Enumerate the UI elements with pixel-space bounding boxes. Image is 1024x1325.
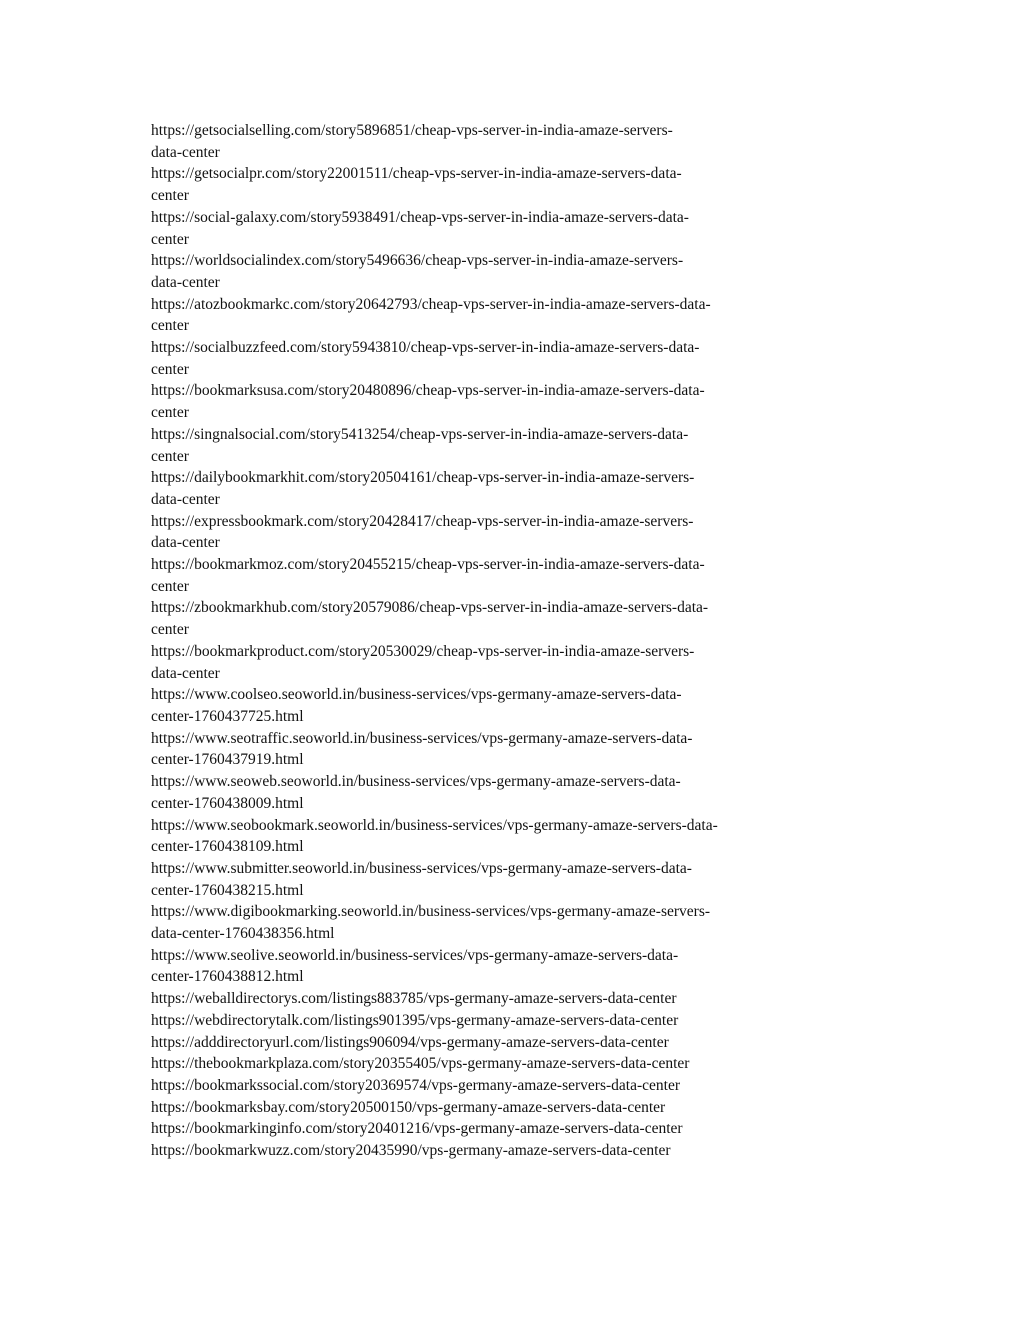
- text-line: https://socialbuzzfeed.com/story5943810/cheap-vps-server-in-india-amaze-servers-data-: [151, 339, 700, 357]
- text-line: center-1760438812.html: [151, 968, 304, 986]
- url-list: [151, 120, 871, 1162]
- text-line: data-center: [151, 273, 220, 291]
- text-line: https://bookmarksusa.com/story20480896/cheap-vps-server-in-india-amaze-servers-data-: [151, 382, 705, 400]
- text-line: https://www.seotraffic.seoworld.in/business-services/vps-germany-amaze-servers-data-: [151, 729, 693, 747]
- text-line: https://webdirectorytalk.com/listings901395/vps-germany-amaze-servers-data-center: [151, 1011, 679, 1029]
- text-line: https://www.digibookmarking.seoworld.in/business-services/vps-germany-amaze-servers-: [151, 903, 711, 921]
- text-line: https://www.seoweb.seoworld.in/business-services/vps-germany-amaze-servers-data-: [151, 773, 681, 791]
- text-line: center: [151, 187, 189, 205]
- text-line: center-1760437725.html: [151, 707, 304, 725]
- text-line: data-center: [151, 143, 220, 161]
- text-line: center: [151, 360, 189, 378]
- text-line: center: [151, 404, 189, 422]
- text-line: https://bookmarkssocial.com/story20369574/vps-germany-amaze-servers-data-center: [151, 1076, 680, 1094]
- text-line: https://singnalsocial.com/story5413254/cheap-vps-server-in-india-amaze-servers-data-: [151, 425, 689, 443]
- text-line: center: [151, 621, 189, 639]
- text-line: center-1760437919.html: [151, 751, 304, 769]
- text-line: https://expressbookmark.com/story20428417/cheap-vps-server-in-india-amaze-servers-: [151, 512, 694, 530]
- text-line: https://bookmarkwuzz.com/story20435990/vps-germany-amaze-servers-data-center: [151, 1142, 671, 1160]
- text-line: https://thebookmarkplaza.com/story20355405/vps-germany-amaze-servers-data-center: [151, 1055, 690, 1073]
- text-line: https://dailybookmarkhit.com/story20504161/cheap-vps-server-in-india-amaze-servers-: [151, 469, 695, 487]
- text-line: https://bookmarksbay.com/story20500150/vps-germany-amaze-servers-data-center: [151, 1098, 666, 1116]
- text-line: https://www.seolive.seoworld.in/business-services/vps-germany-amaze-servers-data-: [151, 946, 679, 964]
- text-line: center: [151, 447, 189, 465]
- text-line: data-center: [151, 664, 220, 682]
- text-line: center-1760438215.html: [151, 881, 304, 899]
- text-line: https://weballdirectorys.com/listings883785/vps-germany-amaze-servers-data-center: [151, 990, 677, 1008]
- text-line: https://zbookmarkhub.com/story20579086/cheap-vps-server-in-india-amaze-servers-data-: [151, 599, 709, 617]
- text-line: center-1760438009.html: [151, 794, 304, 812]
- text-line: https://bookmarkinginfo.com/story20401216/vps-germany-amaze-servers-data-center: [151, 1120, 683, 1138]
- text-line: data-center: [151, 534, 220, 552]
- text-line: https://atozbookmarkc.com/story20642793/cheap-vps-server-in-india-amaze-servers-data-: [151, 295, 711, 313]
- text-line: https://getsocialselling.com/story5896851/cheap-vps-server-in-india-amaze-servers-: [151, 122, 673, 139]
- text-line: https://worldsocialindex.com/story5496636/cheap-vps-server-in-india-amaze-servers-: [151, 252, 684, 270]
- text-line: https://getsocialpr.com/story22001511/cheap-vps-server-in-india-amaze-servers-data-: [151, 165, 682, 183]
- text-line: https://bookmarkmoz.com/story20455215/cheap-vps-server-in-india-amaze-servers-data-: [151, 556, 705, 574]
- text-line: data-center: [151, 490, 220, 508]
- text-line: https://www.submitter.seoworld.in/business-services/vps-germany-amaze-servers-data-: [151, 859, 692, 877]
- text-line: https://www.seobookmark.seoworld.in/business-services/vps-germany-amaze-servers-data-: [151, 816, 718, 834]
- text-line: center: [151, 577, 189, 595]
- text-line: https://social-galaxy.com/story5938491/cheap-vps-server-in-india-amaze-servers-data-: [151, 208, 689, 226]
- text-line: data-center-1760438356.html: [151, 925, 335, 943]
- text-line: center: [151, 317, 189, 335]
- text-line: https://bookmarkproduct.com/story20530029/cheap-vps-server-in-india-amaze-servers-: [151, 642, 695, 660]
- text-line: center: [151, 230, 189, 248]
- text-line: https://www.coolseo.seoworld.in/business-services/vps-germany-amaze-servers-data-: [151, 686, 682, 704]
- text-line: https://adddirectoryurl.com/listings906094/vps-germany-amaze-servers-data-center: [151, 1033, 669, 1051]
- text-line: center-1760438109.html: [151, 838, 304, 856]
